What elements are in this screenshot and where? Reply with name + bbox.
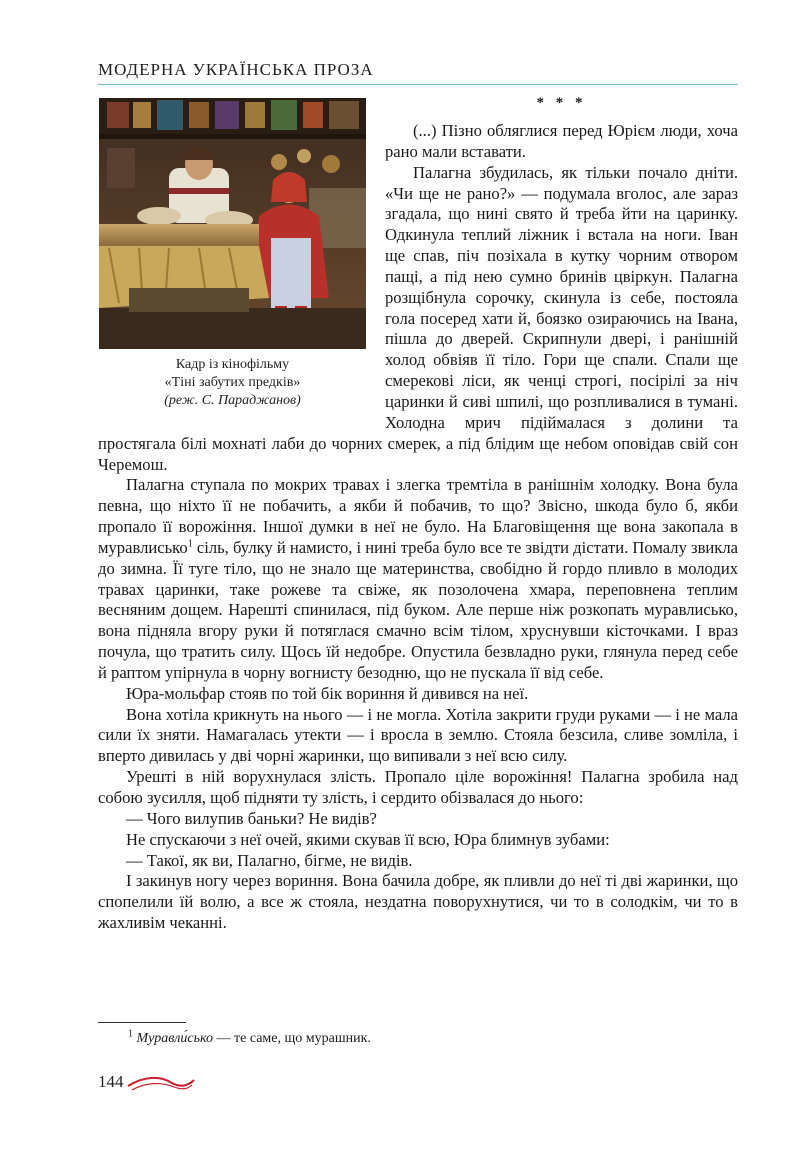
prose-text — [98, 121, 738, 934]
paragraph: (...) Пізно обляглися перед Юрієм люди, хоча рано мали вставати. — [385, 121, 738, 161]
dialogue-line: — Такої, як ви, Палагно, бігме, не видів. — [126, 850, 413, 870]
footnote-term: Муравли́сько — [136, 1031, 213, 1046]
paragraph: Не спускаючи з неї очей, якими скував її всю, Юра блимнув зубами: — [126, 829, 610, 849]
footnote-marker: 1 — [128, 1028, 133, 1040]
caption-line: Кадр із кінофільму — [175, 357, 290, 372]
figure-float-spacer — [98, 121, 385, 415]
footnote-divider — [98, 1022, 186, 1023]
paragraph: Палагна збудилась, як тільки почало дніти. «Чи ще не рано?» — подумала вголос, але зараз згадала, що нині свято й треба йти на царинку. Одкинула теплий ліжник і встала на ноги. Іван ще спав, піч позіхала в кутку чорним отвором пащі, а під нею сумно бринів цвіркун. Палагна розщібнула сорочку, скинула із себе, постояла гола посеред хати й, боязко озираючись на Івана, пішла до дверей. Скрипнули двері, і ранішній холод обвіяв її тіло. Гори ще спали. Спали ще смерекові ліси, як ченці строгі, посірілі за ніч царинки й сиві шпилі, що розпливалися в тумані. Холодна мрич підіймалася з долини та простягала білі мохнаті лаби до чорних смерек, а під блідим ще небом оповідав свій сон Черемош. — [98, 162, 738, 474]
caption-film-title: «Тіні забутих предків» — [164, 375, 301, 390]
footnote-reference: 1 — [187, 538, 193, 550]
paragraph: Урешті в ній ворухнулася злість. Пропало ціле ворожіння! Палагна зробила над собою зусилля, щоб підняти ту злість, і сердито обізвалася до нього: — [98, 767, 738, 807]
footnote-text: — те саме, що мурашник. — [212, 1031, 371, 1046]
paragraph: Вона хотіла крикнуть на нього — і не могла. Хотіла закрити груди руками — і не мала сили їх зняти. Намагалась утекти — і вросла в землю. Стояла безсила, сливе зомліла, і вперто дивилась у дві чорні жаринки, що випивали з неї всю силу. — [98, 704, 738, 766]
running-header: МОДЕРНА УКРАЇНСЬКА ПРОЗА — [98, 60, 374, 79]
paragraph — [98, 475, 738, 683]
paragraph: І закинув ногу через вориння. Вона бачила добре, як пливли до неї ті дві жаринки, що спопелили їй волю, а все ж стояла, нездатна поворухнутися, чи то в солодкім, чи то в жахливім чеканні. — [98, 871, 738, 933]
flourish-ornament-icon — [126, 1072, 196, 1094]
paragraph-part: Палагна ступала по мокрих травах і злегка тремтіла в ранішнім холодку. Вона була певна, що ніхто її не побачить, а якби й побачив, то що? Звісно, шкода було б, якби пропало її ворожіння. Іншої думки в неї не було. На Благовіщення ще вона закопала в муравлисько — [98, 475, 738, 557]
header-divider — [98, 84, 738, 85]
paragraph-part: сіль, булку й намисто, і нині треба було все те звідти дістати. Помалу звикла до зимна. Її туге тіло, що не знало ще материнства, свобідно й гордо пливло в молодих травах царинки, таке рожеве та свіже, як позолочена хмара, переповнена теплим весняним дощем. Нарешті спинилася, під буком. Але перше ніж розкопать муравлисько, вона підняла вгору руки й потяглася смачно всім тілом, хруснувши кісточками. І враз почула, що тратить силу. Щось їй недобре. Опустила безвладно руки, глянула перед себе й раптом упірнула в чорну вогнисту безодню, що не пускала її від себе. — [98, 537, 738, 682]
footnote — [128, 1030, 728, 1048]
section-break-stars: * * * — [536, 95, 587, 111]
page-number: 144 — [98, 1072, 124, 1091]
paragraph: Юра-мольфар стояв по той бік вориння й дивився на неї. — [126, 683, 529, 703]
caption-director: (реж. С. Параджанов) — [164, 393, 301, 408]
dialogue-line: — Чого вилупив баньки? Не видів? — [126, 808, 377, 828]
